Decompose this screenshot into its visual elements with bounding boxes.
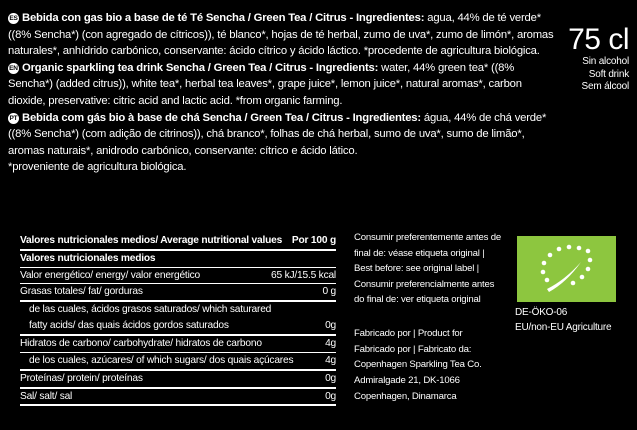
row-label: Valor energético/ energy/ valor energético <box>20 269 200 281</box>
manufacturer-block <box>354 326 514 405</box>
alcohol-note: Soft drink <box>588 68 629 80</box>
ingredients-section <box>8 10 556 176</box>
best-before-line: Consumir preferencialmente antes <box>354 278 495 290</box>
row-value: 4g <box>325 354 336 366</box>
row-value: 0g <box>325 372 336 384</box>
volume-value: 75 cl <box>568 23 629 56</box>
table-row <box>20 251 336 268</box>
ingredients-es <box>8 10 556 60</box>
nutrition-table <box>20 233 336 406</box>
header-label: Valores nutricionales medios/ Average nutritional values <box>20 235 283 246</box>
table-row <box>20 336 336 353</box>
row-value: 4g <box>325 338 336 350</box>
ingredients-en <box>8 60 556 110</box>
row-label: Hidratos de carbono/ carbohydrate/ hidratos de carbono <box>20 338 262 350</box>
eu-organic-leaf-icon <box>517 236 616 302</box>
table-row <box>20 353 336 371</box>
manufacturer-line: Copenhagen Sparkling Tea Co. <box>354 359 482 371</box>
row-label: Proteínas/ protein/ proteínas <box>20 372 143 384</box>
alcohol-note: Sem álcool <box>581 81 629 92</box>
row-label: Sal/ salt/ sal <box>20 390 73 402</box>
manufacturer-line: Fabricado por | Product for <box>354 328 463 339</box>
ingredients-body: água, 44% de chá verde* ((8% Sencha*) (com adição de citrinos)), chá branco*, folhas de chá herbal, sumo de uva*, sumo de limão*, aromas naturais*, anidrodo carbónico, conservante: cítrico e ácido lático. <box>8 111 547 157</box>
row-value: 0g <box>325 320 336 332</box>
agriculture-origin: EU/non-EU Agriculture <box>515 322 612 333</box>
best-before-line: Best before: see original label | <box>354 263 479 274</box>
table-row <box>20 389 336 407</box>
best-before-line: final de: véase etiqueta original | <box>354 247 485 259</box>
best-before-line: do final de: ver etiqueta original <box>354 294 481 305</box>
table-row <box>20 284 336 302</box>
manufacturer-line: Admiralgade 21, DK-1066 <box>354 375 460 387</box>
table-row <box>20 268 336 285</box>
ingredients-title: Bebida con gas bio a base de té Té Sencha / Green Tea / Citrus - Ingredientes: <box>22 12 425 24</box>
volume-block <box>568 24 629 94</box>
row-value: 0g <box>325 390 336 402</box>
header-value: Por 100 g <box>291 235 336 246</box>
table-row <box>20 371 336 389</box>
row-value: 65 kJ/15.5 kcal <box>271 269 336 281</box>
manufacturer-line: Copenhagen, Dinamarca <box>354 390 457 402</box>
table-row <box>20 302 336 336</box>
language-flag-icon: ES <box>9 15 18 22</box>
manufacturer-line: Fabricado por | Fabricato da: <box>354 343 472 355</box>
row-label: de las cuales, ácidos grasos saturados/ which saturared fatty acids/ das quais ácidos gordos saturados <box>29 304 272 332</box>
ingredients-title: Organic sparkling tea drink Sencha / Green Tea / Citrus - Ingredients: <box>22 61 379 74</box>
row-label: Valores nutricionales medios <box>20 252 156 264</box>
row-label: de los cuales, azúcares/ of which sugars/ dos quais açúcares <box>29 354 294 366</box>
ingredients-footnote: *proveniente de agricultura biológica. <box>8 161 187 174</box>
language-flag-icon: EN <box>9 64 18 72</box>
alcohol-note: Sin alcohol <box>582 56 629 67</box>
language-flag-icon: PT <box>9 114 18 122</box>
best-before-line: Consumir preferentemente antes de <box>354 232 501 243</box>
ingredients-body: agua, 44% de té verde* ((8% Sencha*) (con agregado de cítricos)), té blanco*, hojas de té herbal, zumo de uva*, zumo de limón*, aromas naturales*, anhídrido carbónico, conservante: ácido cítrico y ácido láctico. *procedente de agricultura biológica. <box>8 12 554 58</box>
row-value: 0 g <box>322 286 336 298</box>
ingredients-title: Bebida com gás bio à base de chá Sencha / Green Tea / Citrus - Ingredientes: <box>22 111 421 124</box>
best-before-block <box>354 230 508 308</box>
eu-organic-leaf-icon <box>517 236 616 302</box>
ingredients-pt <box>8 110 556 160</box>
row-label: Grasas totales/ fat/ gorduras <box>20 286 143 298</box>
certification-code: DE-ÖKO-06 <box>515 307 568 318</box>
ingredients-body: water, 44% green tea* ((8% Sencha*) (added citrus)), white tea*, herbal tea leaves*, grape juice*, lemon juice*, natural aromas*, carbon dioxide, preservative: citric acid and lactic acid. *from organic farming. <box>8 61 522 107</box>
table-header <box>20 233 336 251</box>
organic-certification <box>515 305 611 335</box>
